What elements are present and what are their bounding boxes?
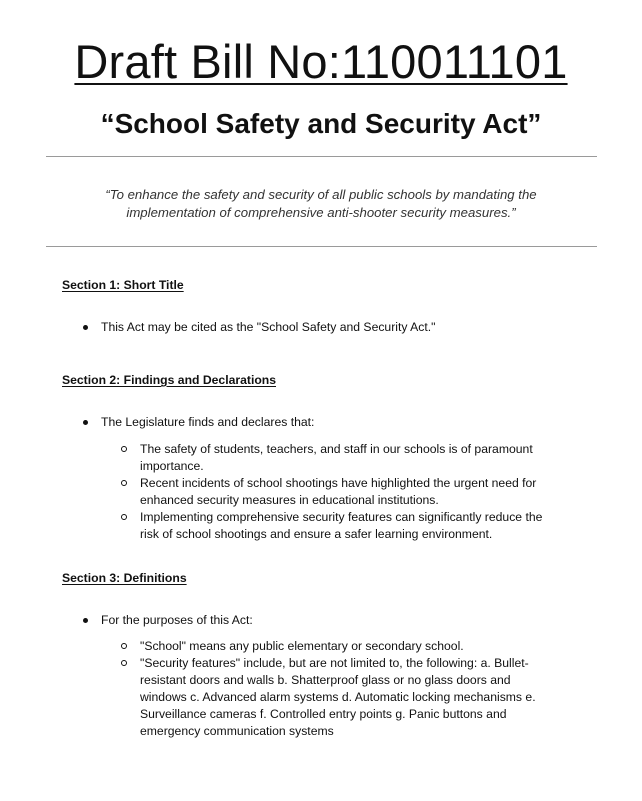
purpose-statement: “To enhance the safety and security of all public schools by mandating the implementation of comprehensive anti-shooter security measures.” — [105, 187, 537, 220]
section-1-bullet — [83, 319, 583, 336]
section-3-bullet-text: For the purposes of this Act: — [101, 613, 253, 627]
section-2-sublist — [121, 441, 551, 543]
section-1-heading: Section 1: Short Title — [62, 278, 184, 292]
bill-number-title: Draft Bill No:110011101 — [74, 35, 568, 88]
list-item: The safety of students, teachers, and staff in our schools is of paramount importance. — [121, 441, 551, 475]
list-item: Recent incidents of school shootings have highlighted the urgent need for enhanced security measures in educational institutions. — [121, 475, 551, 509]
section-3-sublist — [121, 638, 551, 740]
act-title: “School Safety and Security Act” — [100, 108, 542, 139]
section-2-bullet-text: The Legislature finds and declares that: — [101, 415, 315, 429]
list-item: "School" means any public elementary or secondary school. — [121, 638, 551, 655]
section-1-bullet-text: This Act may be cited as the "School Safety and Security Act." — [101, 320, 436, 334]
list-item: "Security features" include, but are not limited to, the following: a. Bullet-resistant doors and walls b. Shatterproof glass or no glass doors and windows c. Advanced alarm systems d. Automatic locking mechanisms e. Surveillance cameras f. Controlled entry points g. Panic buttons and emergency communication systems — [121, 655, 551, 740]
divider-top — [46, 156, 597, 157]
section-3-heading: Section 3: Definitions — [62, 571, 187, 585]
section-2-heading: Section 2: Findings and Declarations — [62, 373, 276, 387]
section-3-bullet — [83, 612, 583, 629]
divider-bottom — [46, 246, 597, 247]
section-2-bullet — [83, 414, 583, 431]
list-item: Implementing comprehensive security features can significantly reduce the risk of school shootings and ensure a safer learning environment. — [121, 509, 551, 543]
